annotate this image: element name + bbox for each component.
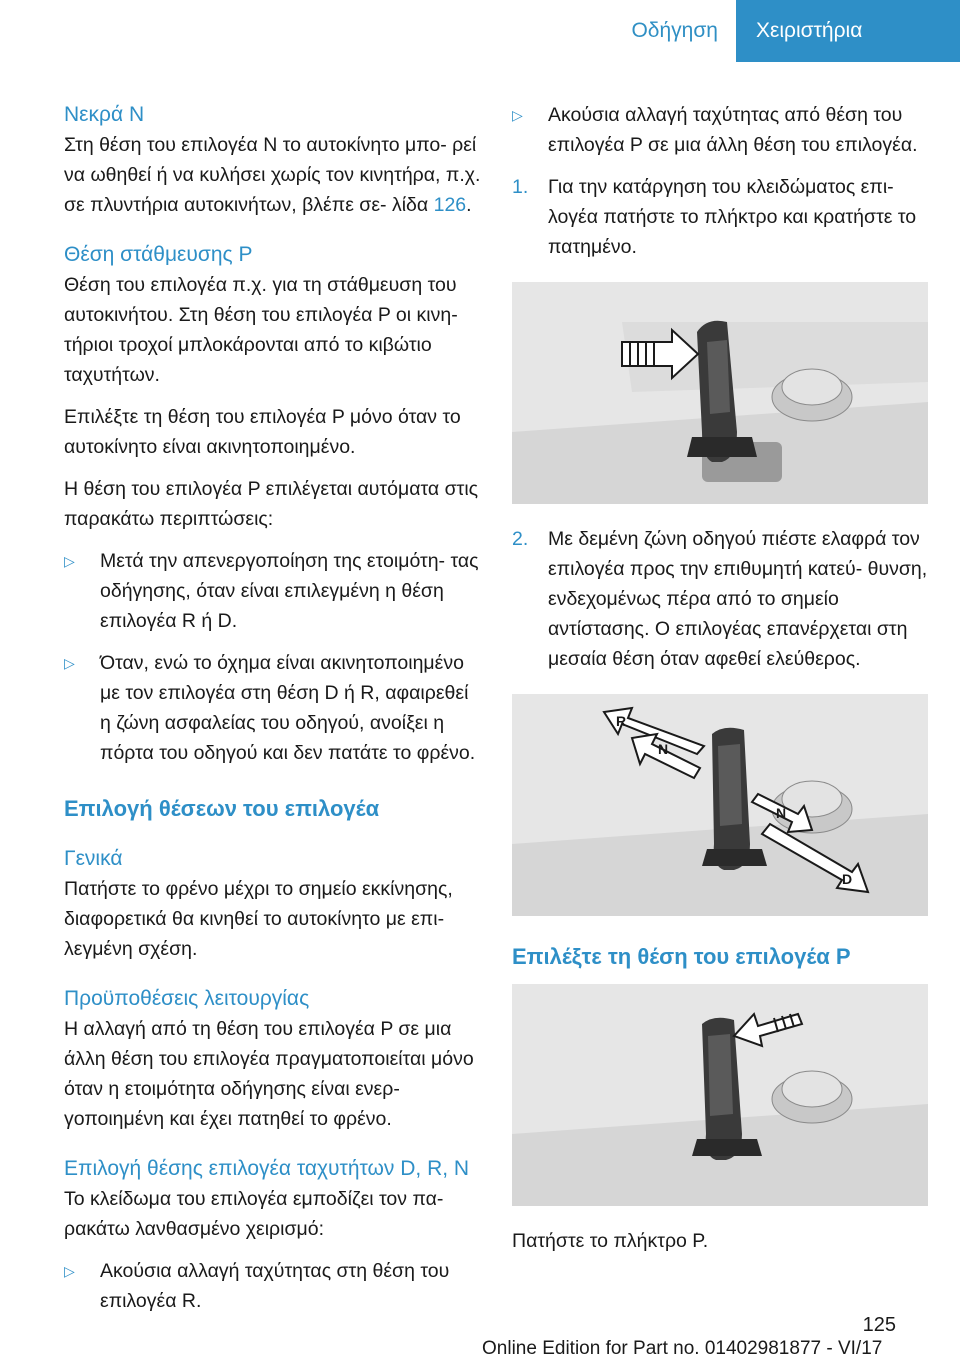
page-ref-link[interactable]: 126 bbox=[433, 194, 467, 216]
gear-directions-illustration bbox=[512, 694, 928, 916]
tab-controls[interactable]: Χειριστήρια bbox=[736, 0, 960, 62]
gear-park-illustration bbox=[512, 984, 928, 1206]
park-heading: Θέση στάθμευσης P bbox=[64, 243, 253, 266]
list-item-text: Ακούσια αλλαγή ταχύτητας από θέση του επιλογέα P σε μια άλλη θέση του επιλογέα. bbox=[548, 104, 918, 156]
right-column bbox=[512, 100, 932, 1256]
section-heading-select-p: Επιλέξτε τη θέση του επιλογέα P bbox=[512, 944, 851, 969]
step-item bbox=[512, 172, 932, 262]
neutral-paragraph bbox=[64, 130, 484, 220]
park-paragraph-3: Η θέση του επιλογέα P επιλέγεται αυτόματα στις παρακάτω περιπτώσεις: bbox=[64, 478, 479, 530]
gear-selector-directions-figure bbox=[512, 694, 928, 916]
park-paragraph-2: Επιλέξτε τη θέση του επιλογέα P μόνο όταν το αυτοκίνητο είναι ακινητοποιημένο. bbox=[64, 406, 461, 458]
triangle-bullet-icon: ▷ bbox=[64, 553, 75, 569]
gear-selector-illustration bbox=[512, 282, 928, 504]
tab-driving[interactable]: Οδήγηση bbox=[631, 19, 718, 42]
step-item bbox=[512, 524, 932, 674]
label-d: D bbox=[842, 871, 853, 887]
general-paragraph: Πατήστε το φρένο μέχρι το σημείο εκκίνησης, διαφορετικά θα κινηθεί το αυτοκίνητο με επι‐ λεγμένη σχέση. bbox=[64, 878, 453, 960]
list-item-text: Ακούσια αλλαγή ταχύτητας στη θέση του επιλογέα R. bbox=[100, 1260, 450, 1312]
drn-paragraph: Το κλείδωμα του επιλογέα εμποδίζει τον πα‐ ρακάτω λανθασμένο χειρισμό: bbox=[64, 1188, 444, 1240]
triangle-bullet-icon: ▷ bbox=[64, 1263, 75, 1279]
prereq-paragraph: Η αλλαγή από τη θέση του επιλογέα P σε μια άλλη θέση του επιλογέα πραγματοποιείται μόνο όταν η ετοιμότητα οδήγησης είναι ενερ‐ γοποιημένη και έχει πατηθεί το φρένο. bbox=[64, 1018, 474, 1130]
triangle-bullet-icon: ▷ bbox=[512, 107, 523, 123]
page-number: 125 bbox=[862, 1314, 896, 1336]
prereq-heading: Προϋποθέσεις λειτουργίας bbox=[64, 987, 310, 1010]
step-text: Για την κατάργηση του κλειδώματος επι‐ λογέα πατήστε το πλήκτρο και κρατήστε το πατημένο. bbox=[548, 176, 917, 258]
list-item-text: Όταν, ενώ το όχημα είναι ακινητοποιημένο με τον επιλογέα στη θέση D ή R, αφαιρεθεί η ζώνη ασφαλείας του οδηγού, ανοίξει η πόρτα του οδηγού και δεν πατάτε το φρένο. bbox=[100, 652, 476, 764]
gear-selector-unlock-figure bbox=[512, 282, 928, 504]
label-n2: N bbox=[776, 805, 787, 821]
list-item bbox=[512, 100, 932, 160]
drn-heading: Επιλογή θέσης επιλογέα ταχυτήτων D, R, N bbox=[64, 1157, 470, 1180]
general-heading: Γενικά bbox=[64, 847, 123, 870]
section-heading-select: Επιλογή θέσεων του επιλογέα bbox=[64, 796, 380, 821]
page-footer bbox=[0, 1290, 960, 1362]
step-text: Με δεμένη ζώνη οδηγού πιέστε ελαφρά τον επιλογέα προς την επιθυμητή κατεύ‐ θυνση, ενδεχομένως πέρα από το σημείο αντίστασης. Ο επιλογέας επανέρχεται στη μεσαία θέση όταν αφεθεί ελεύθερος. bbox=[548, 528, 928, 670]
edition-text: Online Edition for Part no. 01402981877 - VI/17 bbox=[482, 1338, 883, 1359]
label-n1: N bbox=[658, 741, 669, 757]
neutral-heading: Νεκρά N bbox=[64, 103, 145, 126]
gear-selector-park-figure bbox=[512, 984, 928, 1206]
list-item-text: Μετά την απενεργοποίηση της ετοιμότη‐ τας οδήγησης, όταν είναι επιλεγμένη η θέση επιλογέα R ή D. bbox=[100, 550, 479, 632]
park-paragraph-1: Θέση του επιλογέα π.χ. για τη στάθμευση του αυτοκινήτου. Στη θέση του επιλογέα P οι κινη‐ τήριοι τροχοί μπλοκάρονται από το κιβώτιο ταχυτήτων. bbox=[64, 274, 458, 386]
neutral-text: Στη θέση του επιλογέα N το αυτοκίνητο μπο‐ ρεί να ωθηθεί ή να κυλήσει χωρίς τον κινητήρα, π.χ. σε πλυντήρια αυτοκινήτων, βλέπε σε‐ λίδα bbox=[64, 134, 481, 216]
list-item bbox=[64, 648, 484, 768]
step-number: 1. bbox=[512, 176, 529, 198]
label-r: R bbox=[616, 713, 627, 729]
left-column bbox=[64, 100, 484, 1316]
list-item bbox=[64, 546, 484, 636]
selectp-paragraph: Πατήστε το πλήκτρο P. bbox=[512, 1230, 709, 1252]
step-number: 2. bbox=[512, 528, 529, 550]
header-tabs bbox=[613, 0, 960, 62]
neutral-text-end: . bbox=[466, 194, 472, 216]
triangle-bullet-icon: ▷ bbox=[64, 655, 75, 671]
